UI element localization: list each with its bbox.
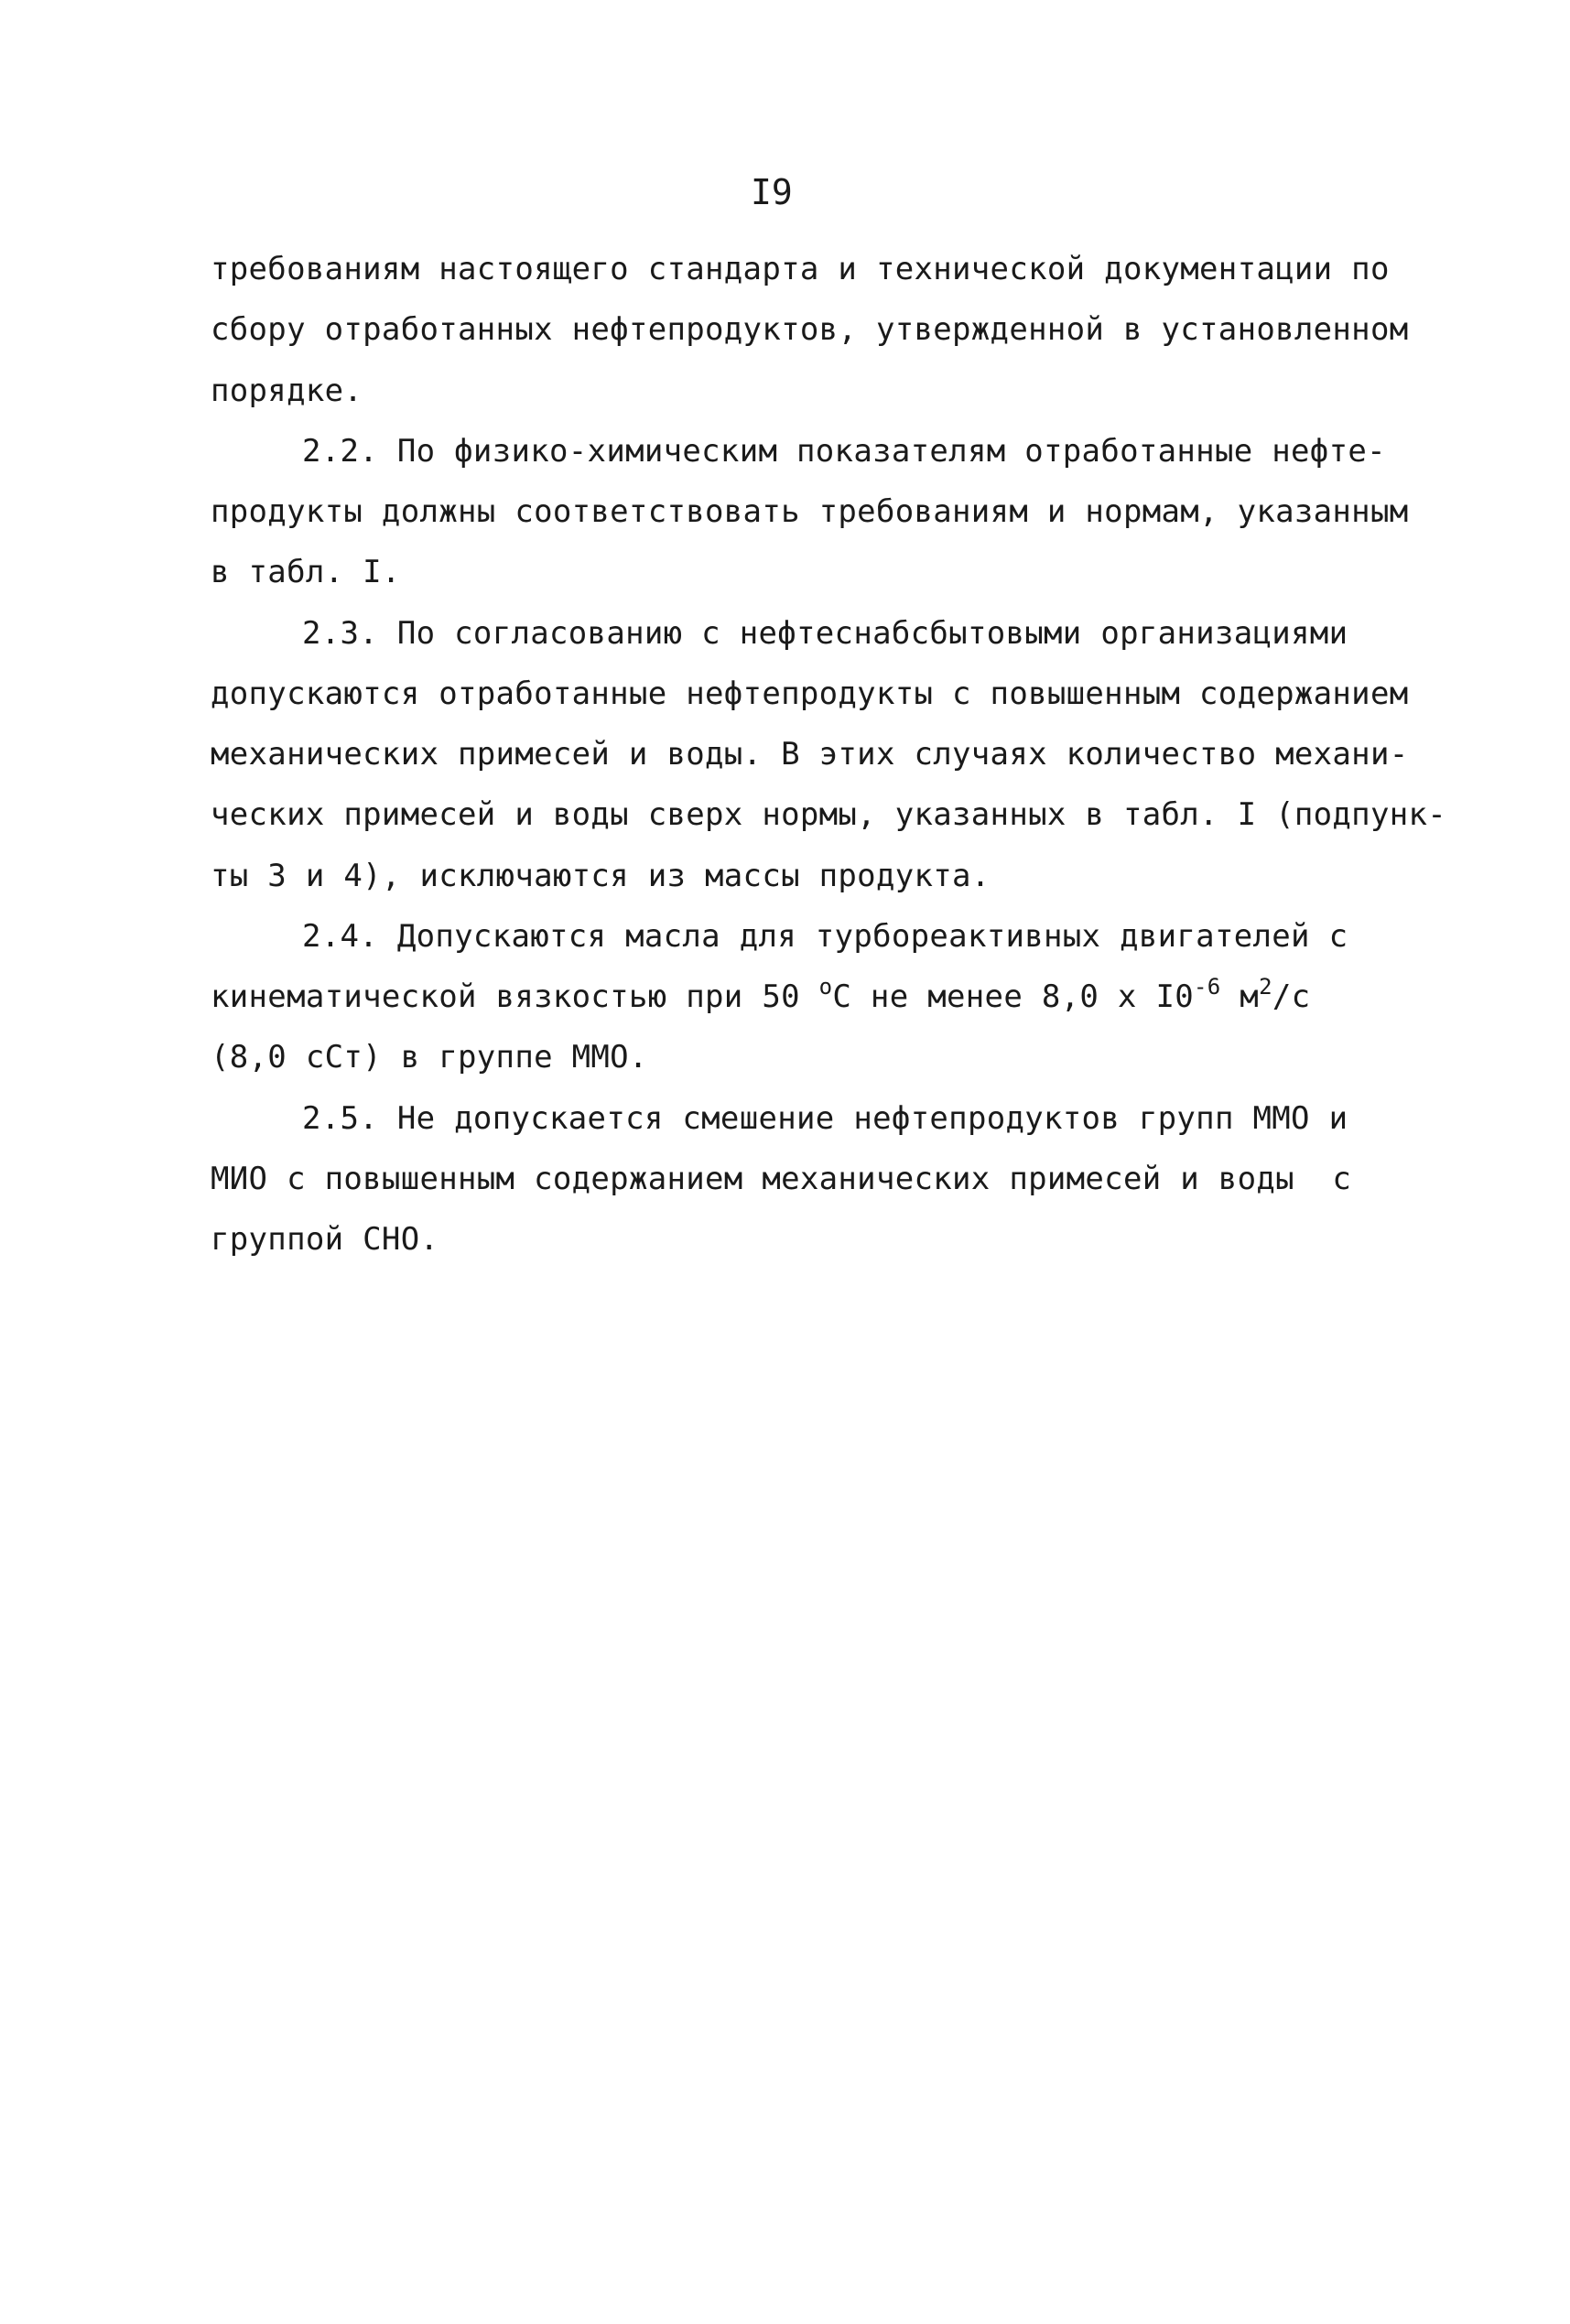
- text-line: в табл. I.: [211, 554, 401, 590]
- text-line: (8,0 сСт) в группе ММО.: [211, 1039, 648, 1076]
- paragraph-2-3: 2.3. По согласованию с нефтеснабсбытовыми организациями: [302, 615, 1348, 652]
- text-line: ческих примесей и воды сверх нормы, указанных в табл. I (подпунк-: [211, 796, 1447, 833]
- unit-text: м: [1220, 978, 1260, 1015]
- squared-superscript: 2: [1259, 974, 1272, 1000]
- text-line: МИО с повышенным содержанием механических примесей и воды с: [211, 1161, 1352, 1197]
- text-line: сбору отработанных нефтепродуктов, утвержденной в установленном: [211, 311, 1409, 348]
- exponent-superscript: -6: [1194, 974, 1221, 1000]
- page-number: I9: [751, 172, 793, 212]
- text-line: ты 3 и 4), исключаются из массы продукта.: [211, 858, 991, 894]
- text-line: требованиям настоящего стандарта и технической документации по: [211, 251, 1390, 287]
- viscosity-line: [211, 974, 1311, 1020]
- viscosity-text: кинематической вязкостью при 50: [211, 978, 819, 1015]
- text-line: порядке.: [211, 373, 363, 409]
- text-line: допускаются отработанные нефтепродукты с повышенным содержанием: [211, 676, 1409, 712]
- degree-superscript: о: [818, 974, 833, 1000]
- paragraph-2-5: 2.5. Не допускается смешение нефтепродуктов групп ММО и: [302, 1100, 1348, 1137]
- unit-suffix: /с: [1272, 978, 1311, 1015]
- text-line: продукты должны соответствовать требованиям и нормам, указанным: [211, 493, 1409, 530]
- paragraph-2-4: 2.4. Допускаются масла для турбореактивных двигателей с: [302, 918, 1348, 955]
- text-line: группой СНО.: [211, 1221, 439, 1258]
- paragraph-2-2: 2.2. По физико-химическим показателям отработанные нефте-: [302, 433, 1386, 470]
- text-line: механических примесей и воды. В этих случаях количество механи-: [211, 736, 1409, 773]
- viscosity-value: С не менее 8,0 х I0: [832, 978, 1195, 1015]
